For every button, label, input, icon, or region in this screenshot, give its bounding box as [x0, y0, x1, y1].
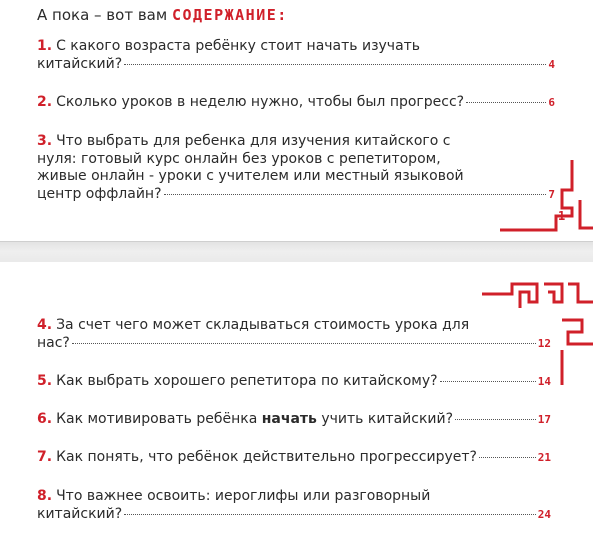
- item-number: 5.: [37, 373, 53, 389]
- page-number: 6: [548, 96, 555, 109]
- page-number: 21: [537, 451, 551, 464]
- item-text: За счет чего может складываться стоимость урока для: [56, 317, 470, 333]
- page-number: 7: [548, 187, 555, 201]
- item-number: 2.: [37, 94, 53, 110]
- toc-item-7[interactable]: [37, 449, 551, 467]
- dot-leader: [124, 63, 546, 65]
- item-text: Как выбрать хорошего репетитора по китайскому?: [56, 373, 438, 389]
- heading-prefix: А пока – вот вам: [37, 6, 168, 24]
- item-text: живые онлайн - уроки с учителем или местный языковой: [37, 168, 464, 184]
- item-text: Сколько уроков в неделю нужно, чтобы был прогресс?: [56, 94, 465, 110]
- dot-leader: [124, 513, 536, 515]
- item-number: 8.: [37, 488, 53, 504]
- item-text: нуля: готовый курс онлайн без уроков с репетитором,: [37, 150, 441, 167]
- item-number: 4.: [37, 317, 53, 333]
- item-number: 1.: [37, 38, 53, 54]
- page-number: 24: [537, 507, 551, 521]
- toc-heading: [37, 6, 288, 24]
- item-text: С какого возраста ребёнку стоит начать изучать: [56, 38, 421, 54]
- toc-item-8[interactable]: [37, 488, 551, 523]
- toc-item-1[interactable]: [37, 38, 555, 73]
- heading-accent: СОДЕРЖАНИЕ:: [171, 6, 288, 24]
- item-text-bold: начать: [261, 411, 317, 427]
- dot-leader: [466, 101, 546, 103]
- fret-ornament-top: [500, 160, 593, 241]
- page-number: 4: [548, 57, 555, 71]
- item-number: 6.: [37, 411, 53, 427]
- item-text: центр оффлайн?: [37, 185, 162, 202]
- item-number: 3.: [37, 133, 53, 149]
- toc-item-5[interactable]: [37, 373, 551, 391]
- page-number: 14: [537, 375, 551, 388]
- item-text: нас?: [37, 334, 70, 351]
- item-text: Что выбрать для ребенка для изучения китайского с: [56, 133, 451, 149]
- page-number: 17: [537, 413, 551, 426]
- item-text: Что важнее освоить: иероглифы или разговорный: [56, 488, 431, 504]
- dot-leader: [164, 193, 547, 195]
- item-text: Как мотивировать ребёнка: [56, 411, 258, 427]
- item-text: китайский?: [37, 505, 123, 522]
- toc-item-3[interactable]: [37, 133, 555, 203]
- page-bottom: [0, 262, 593, 547]
- page-number: 12: [537, 336, 551, 350]
- toc-item-6[interactable]: [37, 411, 551, 429]
- item-text: Как понять, что ребёнок действительно прогрессирует?: [56, 449, 477, 465]
- page-footer-number: 1: [558, 209, 566, 223]
- dot-leader: [455, 418, 536, 420]
- dot-leader: [440, 380, 536, 382]
- page-gap: [0, 241, 593, 264]
- toc-item-4[interactable]: [37, 317, 551, 352]
- dot-leader: [479, 456, 536, 458]
- toc-item-2[interactable]: [37, 94, 555, 112]
- dot-leader: [72, 342, 536, 344]
- item-text: китайский?: [37, 55, 123, 72]
- item-number: 7.: [37, 449, 53, 465]
- item-text: учить китайский?: [321, 411, 454, 427]
- page-top: [0, 0, 593, 241]
